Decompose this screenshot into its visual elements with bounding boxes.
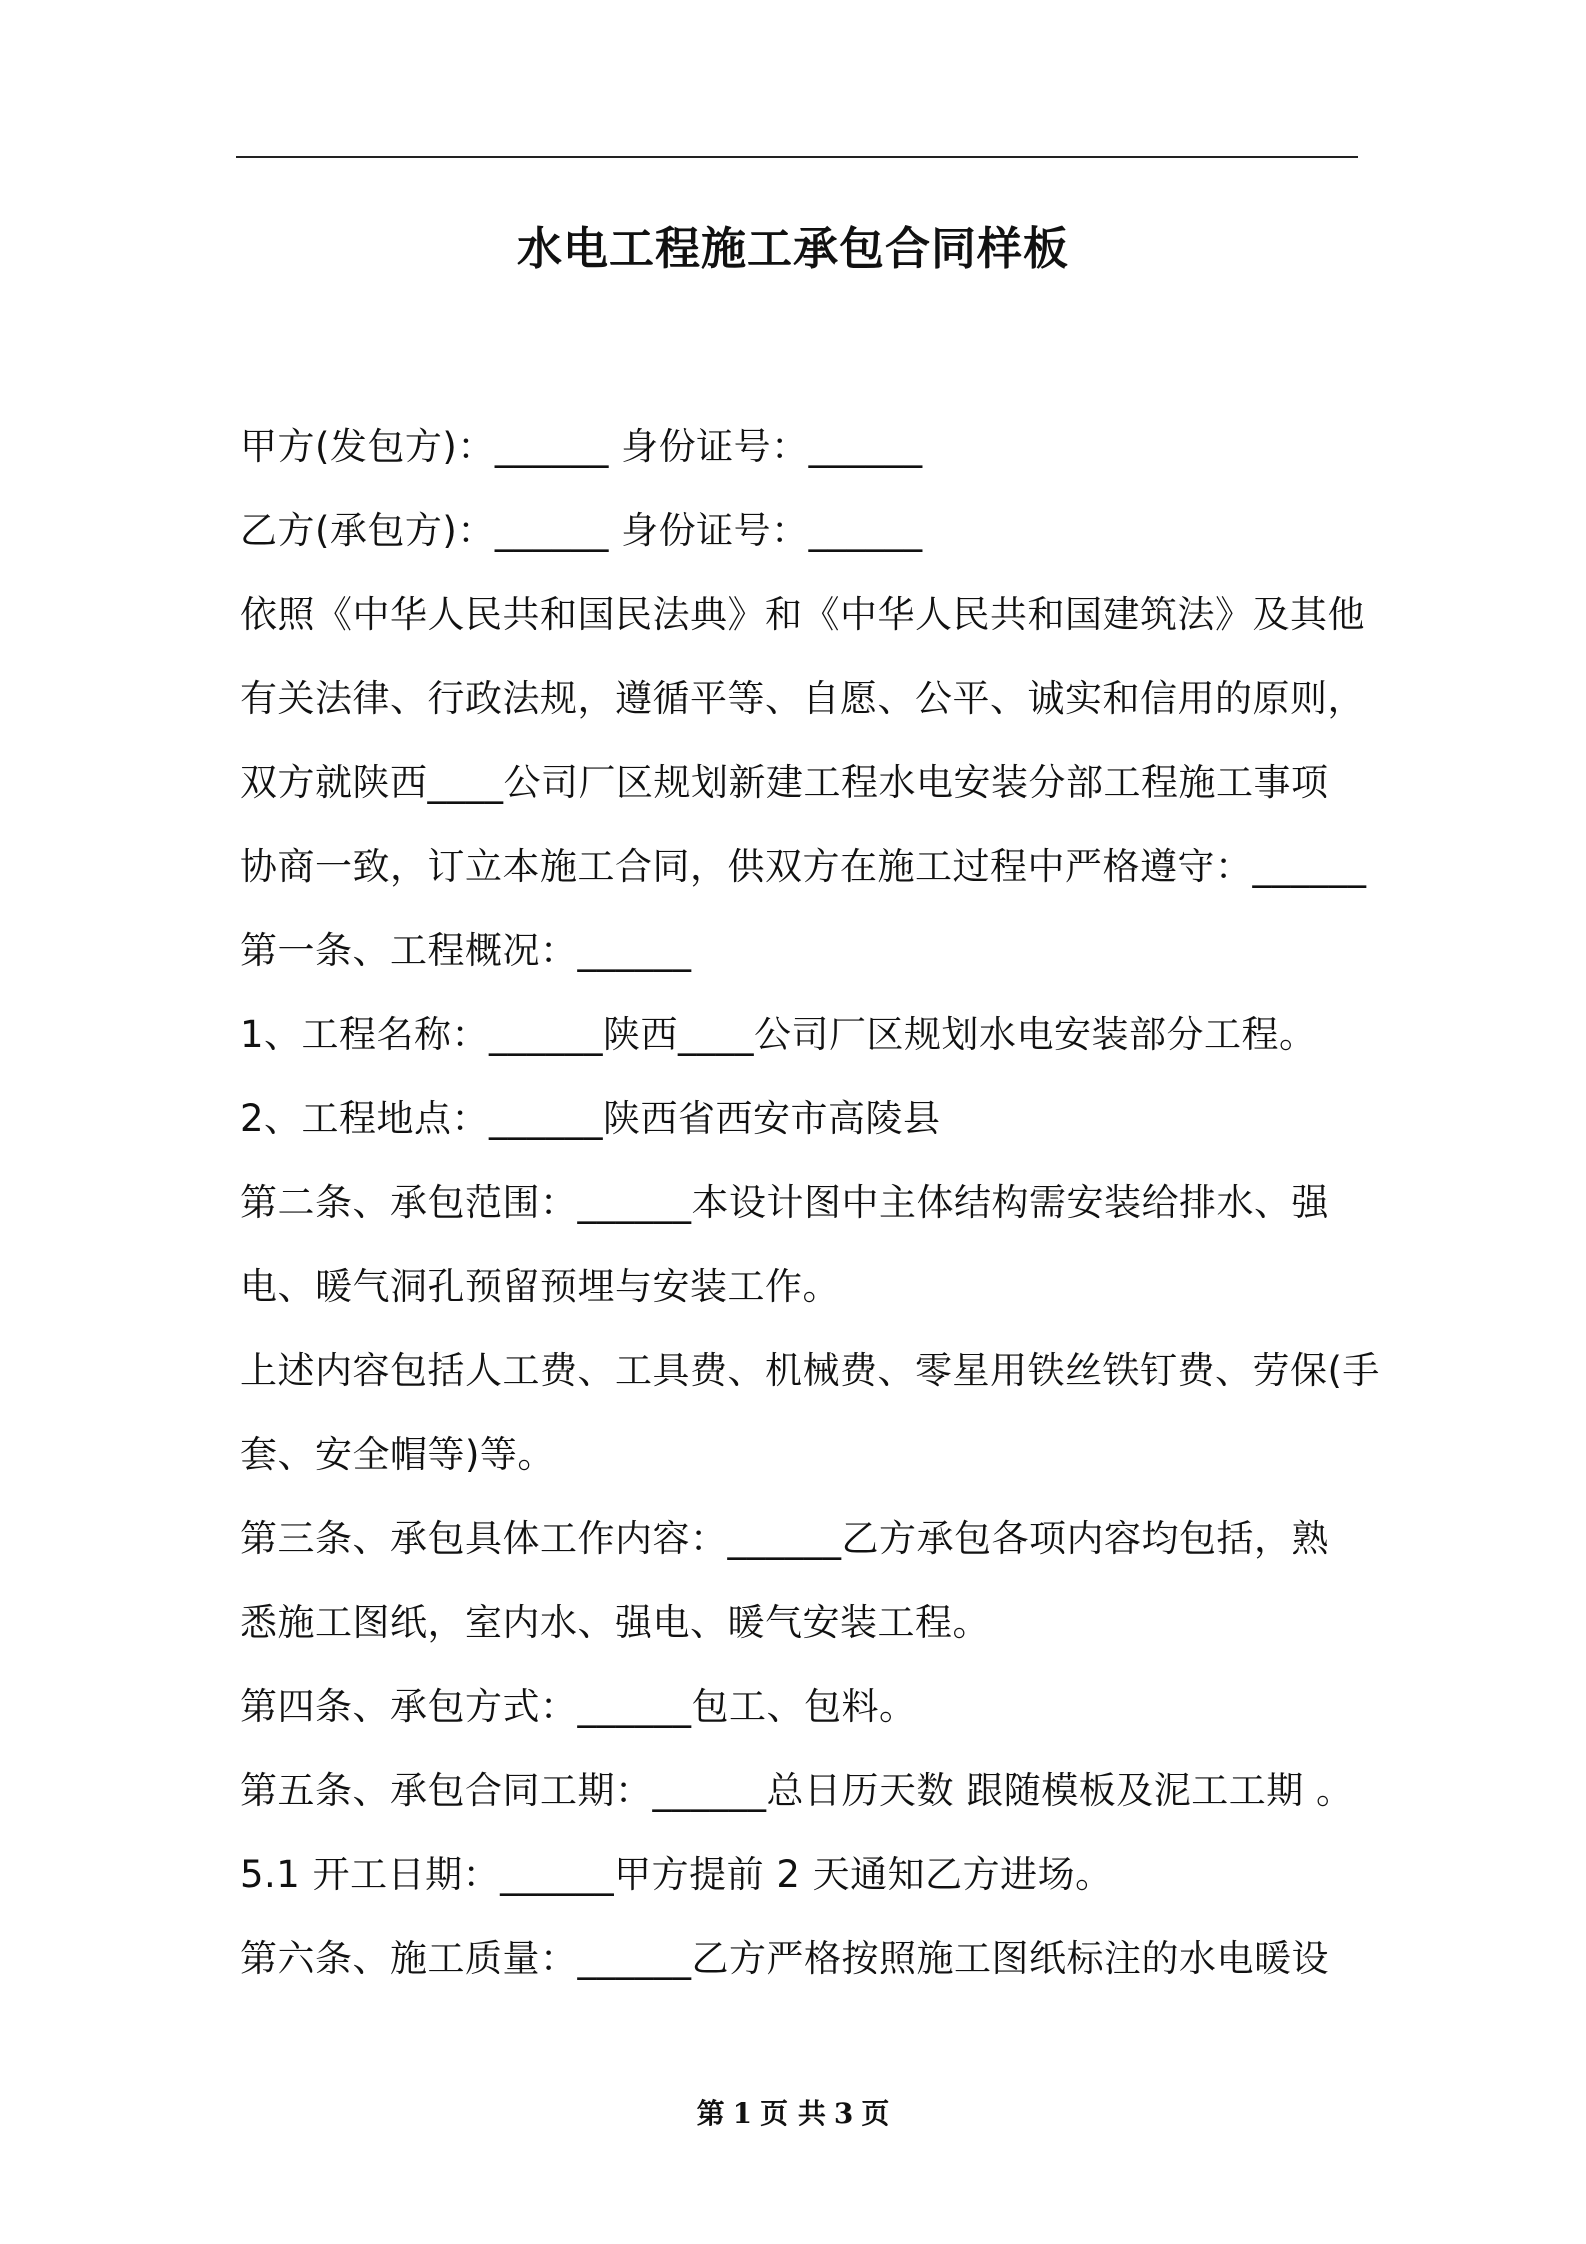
footer-suffix: 页 bbox=[861, 2097, 890, 2130]
footer-current-page: 1 bbox=[732, 2097, 753, 2130]
text-line: 1、工程名称：______陕西____公司厂区规划水电安装部分工程。 bbox=[240, 1013, 1317, 1056]
document-body bbox=[240, 405, 1380, 2001]
footer-middle: 页 共 bbox=[760, 2097, 826, 2130]
text-line: 双方就陕西____公司厂区规划新建工程水电安装分部工程施工事项 bbox=[240, 761, 1329, 804]
text-line: 第六条、施工质量：______乙方严格按照施工图纸标注的水电暖设 bbox=[240, 1937, 1329, 1980]
text-line: 电、暖气洞孔预留预埋与安装工作。 bbox=[240, 1265, 840, 1308]
text-line: 5.1 开工日期：______甲方提前 2 天通知乙方进场。 bbox=[240, 1853, 1113, 1896]
footer-prefix: 第 bbox=[696, 2097, 725, 2130]
text-line: 依照《中华人民共和国民法典》和《中华人民共和国建筑法》及其他 bbox=[240, 593, 1365, 636]
text-line: 悉施工图纸，室内水、强电、暖气安装工程。 bbox=[240, 1601, 990, 1644]
text-line: 甲方(发包方)：______ 身份证号：______ bbox=[240, 425, 923, 468]
text-line: 协商一致，订立本施工合同，供双方在施工过程中严格遵守：______ bbox=[240, 845, 1367, 888]
text-line: 第五条、承包合同工期：______总日历天数 跟随模板及泥工工期 。 bbox=[240, 1769, 1354, 1812]
text-line: 第一条、工程概况：______ bbox=[240, 929, 692, 972]
page-footer bbox=[0, 2092, 1586, 2136]
text-line: 上述内容包括人工费、工具费、机械费、零星用铁丝铁钉费、劳保(手 bbox=[240, 1349, 1380, 1392]
text-line: 第三条、承包具体工作内容：______乙方承包各项内容均包括，熟 bbox=[240, 1517, 1329, 1560]
text-line: 有关法律、行政法规，遵循平等、自愿、公平、诚实和信用的原则， bbox=[240, 677, 1365, 720]
header-rule bbox=[236, 156, 1358, 158]
text-line: 套、安全帽等)等。 bbox=[240, 1433, 555, 1476]
footer-total-pages: 3 bbox=[833, 2097, 854, 2130]
document-title: 水电工程施工承包合同样板 bbox=[516, 222, 1069, 275]
text-line: 乙方(承包方)：______ 身份证号：______ bbox=[240, 509, 923, 552]
text-line: 第二条、承包范围：______本设计图中主体结构需安装给排水、强 bbox=[240, 1181, 1329, 1224]
text-line: 第四条、承包方式：______包工、包料。 bbox=[240, 1685, 917, 1728]
text-line: 2、工程地点：______陕西省西安市高陵县 bbox=[240, 1097, 941, 1140]
